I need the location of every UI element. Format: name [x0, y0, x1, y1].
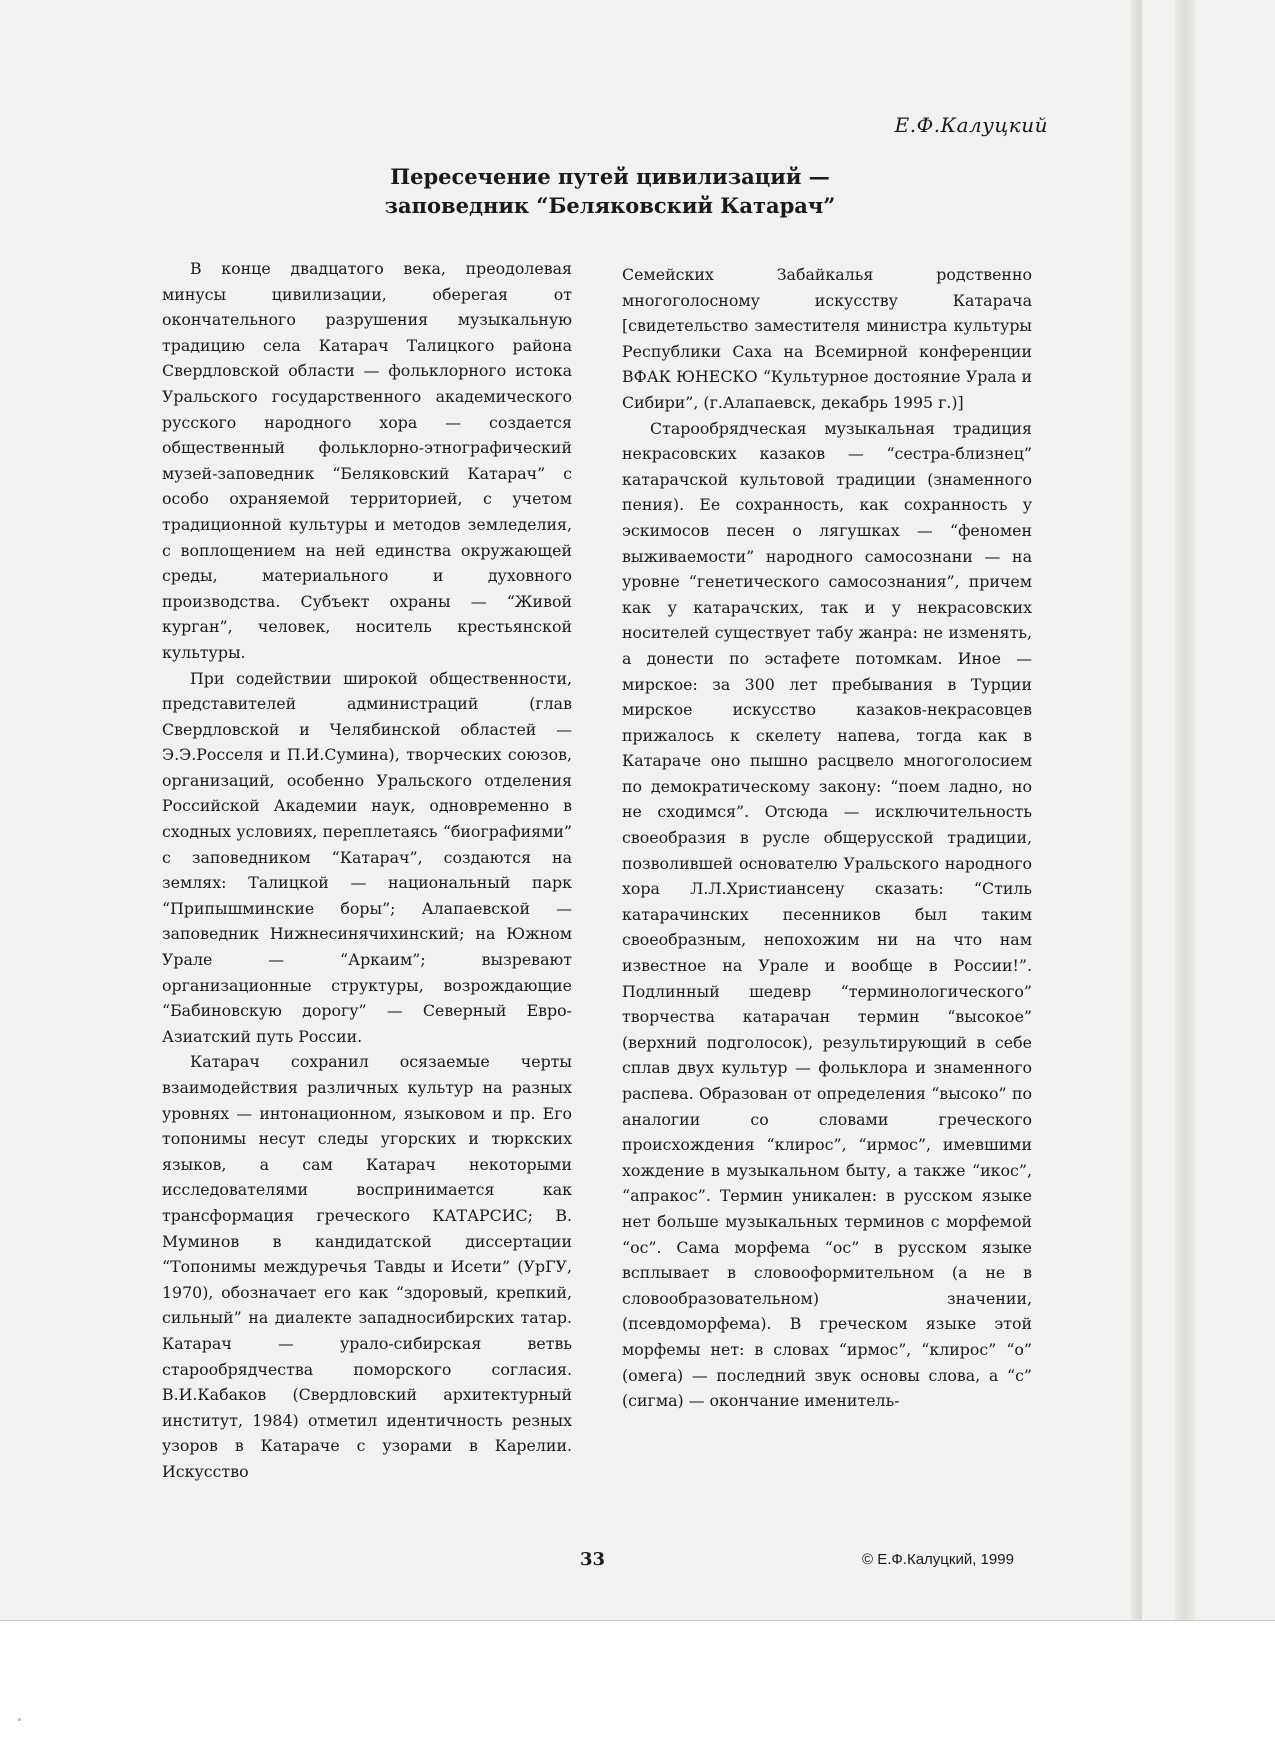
- page-number: 33: [580, 1549, 606, 1570]
- left-paragraph-1: В конце двадцатого века, преодолевая минусы цивилизации, оберегая от окончательного разрушения музыкальную традицию села Катарач Талицкого района Свердловской области — фольклорного истока Уральского государственного академического русского народного хора — создается общественный фольклорно-этнографический музей-заповедник “Беляковский Катарач” с особо охраняемой территорией, с учетом традиционной культуры и методов земледелия, с воплощением на ней единства окружающей среды, материального и духовного производства. Субъект охраны — “Живой курган”, человек, носитель крестьянской культуры.: [162, 259, 572, 662]
- left-paragraph-2: При содействии широкой общественности, представителей администраций (глав Свердловской и Челябинской областей — Э.Э.Росселя и П.И.Сумина), творческих союзов, организаций, особенно Уральского отделения Российской Академии наук, одновременно в сходных условиях, переплетаясь “биографиями” с заповедником “Катарач”, создаются на землях: Талицкой — национальный парк “Припышминские боры”; Алапаевской — заповедник Нижнесинячихинский; на Южном Урале — “Аркаим”; вызревают организационные структуры, возрождающие “Бабиновскую дорогу” — Северный Евро-Азиатский путь России.: [162, 668, 572, 1046]
- left-column: [162, 256, 572, 1485]
- copyright-notice: © Е.Ф.Калуцкий, 1999: [862, 1551, 1014, 1568]
- left-paragraph-3: Катарач сохранил осязаемые черты взаимодействия различных культур на разных уровнях — интонационном, языковом и пр. Его топонимы несут следы угорских и тюркских языков, а сам Катарач некоторыми исследователями воспринимается как трансформация греческого КАТАРСИС; В. Муминов в кандидатской диссертации “Топонимы междуречья Тавды и Исети” (УрГУ, 1970), обозначает его как “здоровый, крепкий, сильный” на диалекте западносибирских татар. Катарач — урало-сибирская ветвь старообрядчества поморского согласия. В.И.Кабаков (Свердловский архитектурный институт, 1984) отметил идентичность резных узоров в Катараче с узорами в Карелии. Искусство: [162, 1052, 572, 1481]
- page-fold-shadow: [1175, 0, 1195, 1620]
- author-name: Е.Ф.Калуцкий: [894, 113, 1048, 137]
- title-line-2: заповедник “Беляковский Катарач”: [384, 193, 836, 218]
- right-paragraph-1: Семейских Забайкалья родственно многоголосному искусству Катарача [свидетельство заместителя министра культуры Республики Саха на Всемирной конференции ВФАК ЮНЕСКО “Культурное достояние Урала и Сибири”, (г.Алапаевск, декабрь 1995 г.)]: [622, 265, 1032, 412]
- scan-speck: [18, 1718, 21, 1721]
- page-edge-shadow: [1130, 0, 1142, 1620]
- right-paragraph-2: Старообрядческая музыкальная традиция некрасовских казаков — “сестра-близнец” катарачской культовой традиции (знаменного пения). Ее сохранность, как сохранность у эскимосов песен о лягушках — “феномен выживаемости” народного самосознани — на уровне “генетического самосознания”, причем как у катарачских, так и у некрасовских носителей существует табу жанра: не изменять, а донести по эстафете потомкам. Иное — мирское: за 300 лет пребывания в Турции мирское искусство казаков-некрасовцев прижалось к скелету напева, тогда как в Катараче оно пышно расцвело многоголосием по демократическому закону: “поем ладно, но не сходимся”. Отсюда — исключительность своеобразия в русле общерусской традиции, позволившей основателю Уральского народного хора Л.Л.Христиансену сказать: “Стиль катарачинских песенников был таким своеобразным, непохожим ни на что нам известное на Урале и вообще в России!”. Подлинный шедевр “терминологического” творчества катарачан термин “высокое” (верхний подголосок), результирующий в себе сплав двух культур — фольклора и знаменного распева. Образован от определения “высоко” по аналогии со словами греческого происхождения “клирос”, “ирмос”, имевшими хождение в музыкальном быту, а также “икос”, “апракос”. Термин уникален: в русском языке нет больше музыкальных терминов с морфемой “ос”. Сама морфема “ос” в русском языке всплывает в словооформительном (а не в словообразовательном) значении, (псевдоморфема). В греческом языке этой морфемы нет: в словах “ирмос”, “клирос” “о” (омега) — последний звук основы слова, а “с” (сигма) — окончание именитель-: [622, 418, 1032, 1411]
- right-column: [622, 262, 1032, 1414]
- article-title: [350, 162, 870, 220]
- title-line-1: Пересечение путей цивилизаций —: [390, 164, 830, 189]
